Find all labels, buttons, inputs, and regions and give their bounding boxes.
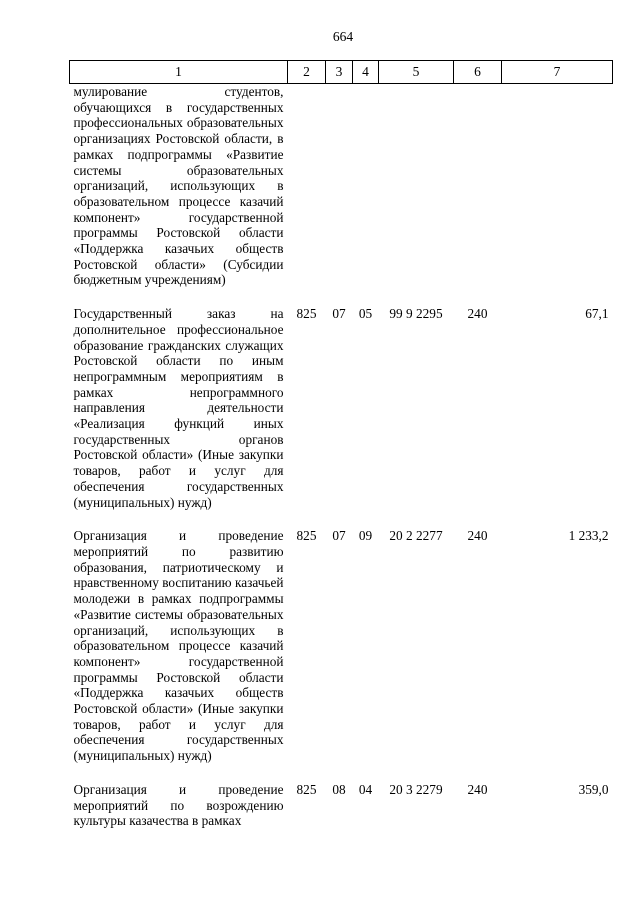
row-description: Организация и проведение мероприятий по развитию образования, патриотическому и нравственному воспитанию казачьей молодежи в рамках подпрограммы «Развитие системы образовательных организаций, использующих в образовательном процессе казачий компонент» государственной программы Ростовской области «Поддержка казачьих обществ Ростовской области» (Иные закупки товаров, работ и услуг для обеспечения государственных (муниципальных) нужд) xyxy=(73,528,284,764)
row-expense-type: 240 xyxy=(467,781,488,797)
table-row xyxy=(70,528,613,764)
row-target: 20 2 2277 xyxy=(389,528,443,544)
row-subsection: 09 xyxy=(358,528,373,544)
row-amount: 67,1 xyxy=(585,306,609,322)
table-row xyxy=(70,84,613,289)
row-description: мулирование студентов, обучающихся в государственных профессиональных образовательных организациях Ростовской области, в рамках подпрограммы «Развитие системы образовательных организаций, использующих в образовательном процессе казачий компонент» государственной программы Ростовской области «Поддержка казачьих обществ Ростовской области» (Субсидии бюджетным учреждениям) xyxy=(73,84,284,288)
header-col-1: 1 xyxy=(70,61,288,84)
budget-table xyxy=(69,60,613,829)
row-ministry: 825 xyxy=(296,528,317,544)
row-amount xyxy=(502,84,613,289)
row-expense-type xyxy=(454,84,502,289)
page-number: 664 xyxy=(332,29,354,44)
row-target: 20 3 2279 xyxy=(389,781,443,797)
row-expense-type: 240 xyxy=(467,528,488,544)
row-section xyxy=(326,84,353,289)
row-spacer xyxy=(70,288,613,306)
row-ministry xyxy=(288,84,326,289)
table-row xyxy=(70,782,613,829)
row-spacer xyxy=(70,764,613,782)
table-row xyxy=(70,306,613,510)
header-col-7: 7 xyxy=(502,61,613,84)
row-subsection: 05 xyxy=(358,306,373,322)
row-amount: 359,0 xyxy=(578,781,609,797)
header-col-6: 6 xyxy=(454,61,502,84)
row-section: 08 xyxy=(332,781,346,797)
row-spacer xyxy=(70,510,613,528)
table-header xyxy=(70,61,613,84)
row-target xyxy=(379,84,454,289)
row-section: 07 xyxy=(332,528,346,544)
row-section: 07 xyxy=(332,306,346,322)
row-ministry: 825 xyxy=(296,306,317,322)
row-description: Организация и проведение мероприятий по возрождению культуры казачества в рамках xyxy=(73,781,284,829)
row-target: 99 9 2295 xyxy=(389,306,443,322)
row-amount: 1 233,2 xyxy=(568,528,609,544)
row-description: Государственный заказ на дополнительное профессиональное образование гражданских служащих Ростовской области по иным непрограммным мероприятиям в рамках непрограммного направления деятельности «Реализация функций иных государственных органов Ростовской области» (Иные закупки товаров, работ и услуг для обеспечения государственных (муниципальных) нужд) xyxy=(73,306,284,510)
header-col-2: 2 xyxy=(288,61,326,84)
header-col-4: 4 xyxy=(353,61,379,84)
header-col-5: 5 xyxy=(379,61,454,84)
header-col-3: 3 xyxy=(326,61,353,84)
row-subsection xyxy=(353,84,379,289)
row-ministry: 825 xyxy=(296,781,317,797)
row-expense-type: 240 xyxy=(467,306,488,322)
row-subsection: 04 xyxy=(358,781,373,797)
